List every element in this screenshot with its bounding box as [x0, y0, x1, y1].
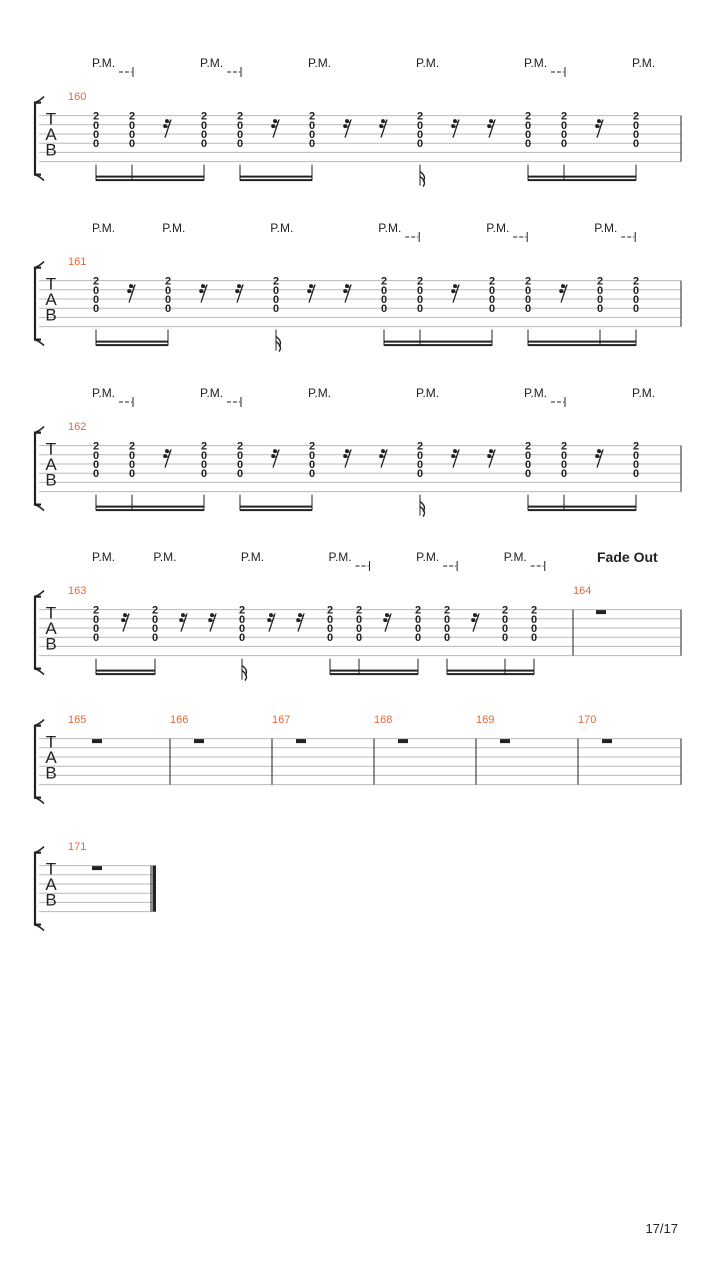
fret-number: 0: [416, 138, 424, 151]
tab-clef-letter: A: [45, 875, 57, 895]
note-beam: [96, 670, 155, 672]
fret-number: 2: [414, 604, 422, 617]
fret-number: 2: [501, 604, 509, 617]
fret-number: 0: [560, 468, 568, 481]
sixteenth-rest-icon: [343, 449, 351, 468]
sixteenth-rest-icon: [179, 613, 187, 632]
fret-number: 0: [236, 459, 244, 471]
measure-number: 160: [68, 91, 87, 103]
tab-clef-letter: B: [45, 890, 57, 910]
fret-number: 2: [560, 440, 568, 453]
note-beam: [528, 344, 636, 346]
palm-mute-label: P.M.: [486, 221, 510, 235]
fret-number: 0: [524, 294, 532, 306]
fret-number: 0: [238, 632, 246, 645]
tab-clef-letter: T: [45, 603, 57, 623]
fret-number: 0: [416, 294, 424, 306]
system-bracket: [35, 433, 41, 505]
fret-number: 0: [236, 119, 244, 132]
palm-mute-label: P.M.: [308, 386, 332, 400]
sixteenth-rest-icon: [379, 449, 387, 468]
fret-number: 2: [308, 110, 316, 123]
fret-number: 0: [238, 613, 246, 626]
fret-number: 0: [414, 613, 422, 626]
fret-number: 2: [632, 275, 640, 288]
fret-number: 0: [560, 459, 568, 471]
fret-number: 0: [326, 613, 334, 626]
system-bracket: [35, 268, 41, 340]
fret-number: 0: [414, 632, 422, 645]
fret-number: 0: [326, 632, 334, 645]
fret-number: 0: [632, 284, 640, 297]
fret-number: 2: [524, 110, 532, 123]
whole-rest-icon: [500, 739, 510, 743]
tab-clef-letter: B: [45, 305, 57, 325]
fret-number: 0: [238, 623, 246, 635]
fret-number: 0: [596, 294, 604, 306]
fret-number: 0: [524, 468, 532, 481]
whole-rest-icon: [602, 739, 612, 743]
note-beam: [96, 176, 204, 178]
fret-number: 2: [632, 440, 640, 453]
fret-number: 2: [308, 440, 316, 453]
sixteenth-rest-icon: [379, 119, 387, 138]
fret-number: 0: [200, 468, 208, 481]
fret-number: 0: [414, 623, 422, 635]
sixteenth-rest-icon: [487, 449, 495, 468]
note-beam: [96, 506, 204, 508]
fret-number: 0: [524, 303, 532, 316]
fret-number: 0: [128, 459, 136, 471]
fret-number: 2: [355, 604, 363, 617]
fret-number: 0: [92, 284, 100, 297]
sixteenth-rest-icon: [451, 119, 459, 138]
fret-number: 2: [238, 604, 246, 617]
sixteenth-rest-icon: [451, 284, 459, 303]
fret-number: 0: [236, 468, 244, 481]
tab-clef-letter: B: [45, 763, 57, 783]
sixteenth-rest-icon: [487, 119, 495, 138]
palm-mute-label: P.M.: [270, 221, 294, 235]
fret-number: 0: [200, 449, 208, 462]
note-beam: [528, 176, 636, 178]
sixteenth-rest-icon: [343, 284, 351, 303]
measure-number: 163: [68, 585, 87, 597]
palm-mute-label: P.M.: [162, 221, 186, 235]
fret-number: 0: [151, 613, 159, 626]
sixteenth-rest-icon: [343, 119, 351, 138]
fret-number: 0: [560, 129, 568, 141]
sixteenth-rest-icon: [208, 613, 216, 632]
note-beam: [447, 673, 534, 675]
fret-number: 2: [200, 110, 208, 123]
fret-number: 0: [92, 459, 100, 471]
palm-mute-label: P.M.: [92, 56, 116, 70]
note-beam: [384, 341, 492, 343]
tab-clef-letter: B: [45, 470, 57, 490]
fret-number: 2: [632, 110, 640, 123]
note-beam: [96, 344, 168, 346]
sixteenth-rest-icon: [595, 449, 603, 468]
fret-number: 2: [380, 275, 388, 288]
tab-clef-letter: A: [45, 125, 57, 145]
measure-number: 171: [68, 841, 87, 853]
fret-number: 0: [416, 459, 424, 471]
fret-number: 0: [416, 468, 424, 481]
whole-rest-icon: [596, 610, 606, 614]
palm-mute-label: P.M.: [92, 550, 116, 564]
measure-number: 167: [272, 714, 291, 726]
fret-number: 2: [92, 604, 100, 617]
fret-number: 0: [308, 129, 316, 141]
fret-number: 0: [200, 459, 208, 471]
fret-number: 2: [326, 604, 334, 617]
fret-number: 0: [524, 129, 532, 141]
fret-number: 0: [92, 449, 100, 462]
tab-clef-letter: A: [45, 619, 57, 639]
system-bracket: [35, 853, 41, 925]
fret-number: 0: [272, 284, 280, 297]
system-bracket: [35, 726, 41, 798]
fret-number: 2: [443, 604, 451, 617]
note-beam: [240, 179, 312, 181]
whole-rest-icon: [92, 866, 102, 870]
fret-number: 0: [443, 613, 451, 626]
sixteenth-rest-icon: [559, 284, 567, 303]
fret-number: 0: [524, 284, 532, 297]
palm-mute-label: P.M.: [503, 550, 527, 564]
fret-number: 0: [92, 632, 100, 645]
fret-number: 0: [530, 613, 538, 626]
fret-number: 0: [200, 129, 208, 141]
sixteenth-rest-icon: [307, 284, 315, 303]
fret-number: 0: [236, 449, 244, 462]
fret-number: 0: [308, 459, 316, 471]
fret-number: 0: [560, 449, 568, 462]
sixteenth-rest-icon: [296, 613, 304, 632]
fret-number: 2: [151, 604, 159, 617]
sixteenth-rest-icon: [471, 613, 479, 632]
fret-number: 0: [380, 284, 388, 297]
fret-number: 2: [560, 110, 568, 123]
palm-mute-label: P.M.: [416, 56, 440, 70]
fret-number: 0: [164, 303, 172, 316]
fret-number: 0: [632, 459, 640, 471]
sixteenth-rest-icon: [127, 284, 135, 303]
fret-number: 0: [596, 284, 604, 297]
fret-number: 0: [416, 284, 424, 297]
fret-number: 0: [632, 303, 640, 316]
fret-number: 2: [416, 275, 424, 288]
fret-number: 0: [308, 449, 316, 462]
measure-number: 170: [578, 714, 597, 726]
fret-number: 0: [272, 294, 280, 306]
fret-number: 0: [92, 138, 100, 151]
fret-number: 0: [128, 468, 136, 481]
tab-clef-letter: A: [45, 290, 57, 310]
system-bracket: [35, 103, 41, 175]
fret-number: 0: [501, 632, 509, 645]
measure-number: 168: [374, 714, 393, 726]
fret-number: 0: [501, 613, 509, 626]
fret-number: 0: [236, 129, 244, 141]
fret-number: 0: [92, 623, 100, 635]
fret-number: 0: [92, 129, 100, 141]
fret-number: 2: [200, 440, 208, 453]
sixteenth-rest-icon: [267, 613, 275, 632]
sixteenth-rest-icon: [383, 613, 391, 632]
fret-number: 2: [524, 440, 532, 453]
fret-number: 0: [416, 449, 424, 462]
palm-mute-label: P.M.: [524, 386, 548, 400]
fret-number: 0: [560, 119, 568, 132]
fret-number: 0: [488, 284, 496, 297]
fret-number: 2: [272, 275, 280, 288]
tab-clef-letter: B: [45, 140, 57, 160]
whole-rest-icon: [296, 739, 306, 743]
fret-number: 2: [92, 110, 100, 123]
note-beam: [240, 176, 312, 178]
palm-mute-label: P.M.: [92, 221, 116, 235]
fret-number: 0: [308, 468, 316, 481]
sixteenth-rest-icon: [163, 449, 171, 468]
system-bracket: [35, 597, 41, 669]
fret-number: 0: [443, 632, 451, 645]
note-beam: [528, 341, 636, 343]
sixteenth-rest-icon: [451, 449, 459, 468]
fret-number: 0: [632, 119, 640, 132]
fret-number: 0: [416, 129, 424, 141]
sixteenth-rest-icon: [595, 119, 603, 138]
whole-rest-icon: [398, 739, 408, 743]
fret-number: 0: [92, 468, 100, 481]
fret-number: 0: [530, 632, 538, 645]
tab-clef-letter: T: [45, 859, 57, 879]
sixteenth-rest-icon: [271, 119, 279, 138]
fret-number: 0: [164, 294, 172, 306]
tab-clef-letter: T: [45, 439, 57, 459]
note-beam: [384, 344, 492, 346]
measure-number: 166: [170, 714, 189, 726]
measure-number: 164: [573, 585, 592, 597]
fret-number: 2: [524, 275, 532, 288]
sixteenth-rest-icon: [235, 284, 243, 303]
fret-number: 0: [488, 303, 496, 316]
fret-number: 0: [632, 129, 640, 141]
palm-mute-label: P.M.: [378, 221, 402, 235]
note-beam: [96, 673, 155, 675]
fret-number: 0: [380, 303, 388, 316]
sixteenth-rest-icon: [163, 119, 171, 138]
tab-clef-letter: B: [45, 634, 57, 654]
note-beam: [330, 673, 418, 675]
note-beam: [240, 506, 312, 508]
palm-mute-label: P.M.: [153, 550, 177, 564]
note-beam: [96, 179, 204, 181]
sixteenth-rest-icon: [271, 449, 279, 468]
palm-mute-label: P.M.: [328, 550, 352, 564]
note-beam: [528, 509, 636, 511]
whole-rest-icon: [92, 739, 102, 743]
fret-number: 0: [416, 119, 424, 132]
final-barline: [153, 866, 157, 912]
note-beam: [447, 670, 534, 672]
tab-clef-letter: T: [45, 274, 57, 294]
fret-number: 0: [524, 138, 532, 151]
fret-number: 0: [596, 303, 604, 316]
tab-clef-letter: T: [45, 732, 57, 752]
measure-number: 161: [68, 256, 87, 268]
palm-mute-label: P.M.: [200, 56, 224, 70]
fret-number: 2: [236, 440, 244, 453]
measure-number: 162: [68, 421, 87, 433]
note-beam: [528, 179, 636, 181]
fret-number: 2: [416, 110, 424, 123]
fret-number: 0: [200, 119, 208, 132]
fret-number: 0: [308, 119, 316, 132]
fret-number: 0: [128, 119, 136, 132]
palm-mute-label: P.M.: [524, 56, 548, 70]
fret-number: 0: [92, 119, 100, 132]
palm-mute-label: P.M.: [200, 386, 224, 400]
palm-mute-label: P.M.: [92, 386, 116, 400]
fret-number: 0: [355, 613, 363, 626]
note-beam: [96, 509, 204, 511]
palm-mute-label: P.M.: [240, 550, 265, 564]
fret-number: 0: [560, 138, 568, 151]
fret-number: 2: [92, 440, 100, 453]
fret-number: 0: [416, 303, 424, 316]
fret-number: 2: [128, 440, 136, 453]
fret-number: 0: [326, 623, 334, 635]
tab-clef-letter: T: [45, 109, 57, 129]
fret-number: 2: [596, 275, 604, 288]
fret-number: 0: [530, 623, 538, 635]
palm-mute-label: P.M.: [632, 56, 656, 70]
note-beam: [330, 670, 418, 672]
note-beam: [528, 506, 636, 508]
fret-number: 0: [355, 632, 363, 645]
fret-number: 0: [524, 459, 532, 471]
fret-number: 0: [632, 468, 640, 481]
fret-number: 0: [128, 449, 136, 462]
sixteenth-rest-icon: [121, 613, 129, 632]
whole-rest-icon: [194, 739, 204, 743]
fret-number: 0: [151, 623, 159, 635]
fret-number: 0: [272, 303, 280, 316]
tab-clef-letter: A: [45, 455, 57, 475]
fret-number: 0: [92, 303, 100, 316]
palm-mute-label: P.M.: [416, 386, 440, 400]
fret-number: 0: [128, 129, 136, 141]
fret-number: 0: [355, 623, 363, 635]
palm-mute-label: P.M.: [308, 56, 332, 70]
fret-number: 0: [200, 138, 208, 151]
fret-number: 0: [151, 632, 159, 645]
palm-mute-label: P.M.: [632, 386, 656, 400]
fret-number: 0: [308, 138, 316, 151]
fade-out-label: Fade Out: [597, 549, 658, 565]
palm-mute-label: P.M.: [416, 550, 440, 564]
fret-number: 0: [524, 119, 532, 132]
note-beam: [240, 509, 312, 511]
note-beam: [96, 341, 168, 343]
fret-number: 0: [236, 138, 244, 151]
fret-number: 0: [632, 294, 640, 306]
tab-clef-letter: A: [45, 748, 57, 768]
fret-number: 2: [128, 110, 136, 123]
fret-number: 0: [524, 449, 532, 462]
measure-number: 165: [68, 714, 87, 726]
palm-mute-label: P.M.: [594, 221, 618, 235]
fret-number: 0: [92, 613, 100, 626]
sixteenth-rest-icon: [199, 284, 207, 303]
fret-number: 0: [501, 623, 509, 635]
fret-number: 2: [92, 275, 100, 288]
fret-number: 0: [632, 449, 640, 462]
fret-number: 0: [92, 294, 100, 306]
fret-number: 2: [164, 275, 172, 288]
fret-number: 2: [488, 275, 496, 288]
measure-number: 169: [476, 714, 495, 726]
fret-number: 0: [443, 623, 451, 635]
fret-number: 0: [632, 138, 640, 151]
fret-number: 0: [164, 284, 172, 297]
fret-number: 0: [488, 294, 496, 306]
fret-number: 0: [128, 138, 136, 151]
page-number: 17/17: [645, 1221, 678, 1236]
fret-number: 2: [236, 110, 244, 123]
fret-number: 2: [530, 604, 538, 617]
fret-number: 2: [416, 440, 424, 453]
fret-number: 0: [380, 294, 388, 306]
